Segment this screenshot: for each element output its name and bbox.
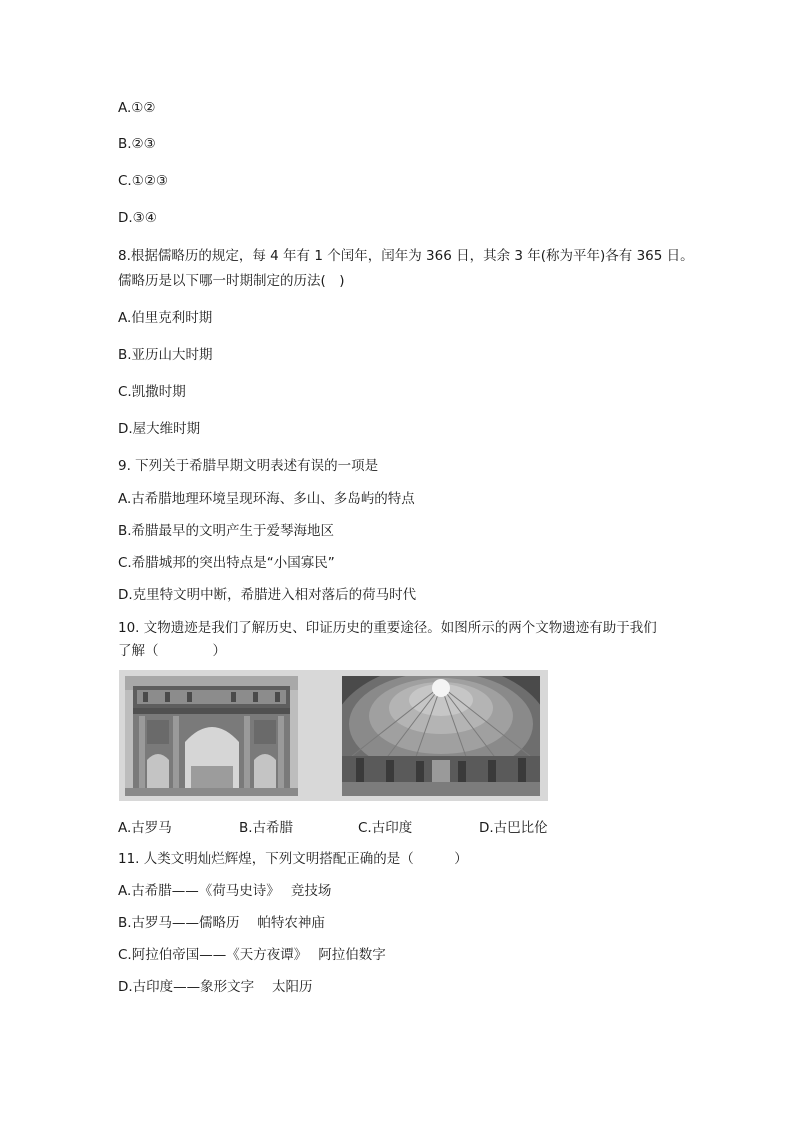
q11-option-c: C.阿拉伯帝国——《天方夜谭》 阿拉伯数字 bbox=[118, 947, 386, 963]
q11-option-b: B.古罗马——儒略历 帕特农神庙 bbox=[118, 915, 325, 931]
q10-figure bbox=[119, 670, 548, 801]
q10-option-b: B.古希腊 bbox=[239, 820, 294, 836]
q7-option-d: D.③④ bbox=[118, 210, 157, 226]
q10-stem-line2: 了解（ ） bbox=[118, 643, 226, 659]
q11-option-a: A.古希腊——《荷马史诗》 竞技场 bbox=[118, 883, 332, 899]
q10-stem-line1: 10. 文物遗迹是我们了解历史、印证历史的重要途径。如图所示的两个文物遗迹有助于我们 bbox=[118, 620, 657, 636]
q9-stem: 9. 下列关于希腊早期文明表述有误的一项是 bbox=[118, 458, 379, 474]
arch-photo bbox=[125, 676, 298, 796]
q9-option-b: B.希腊最早的文明产生于爱琴海地区 bbox=[118, 523, 335, 539]
q8-stem-line2: 儒略历是以下哪一时期制定的历法( ) bbox=[118, 273, 345, 289]
pantheon-photo bbox=[342, 676, 540, 796]
q8-option-b: B.亚历山大时期 bbox=[118, 347, 213, 363]
q11-stem: 11. 人类文明灿烂辉煌，下列文明搭配正确的是（ ） bbox=[118, 851, 468, 867]
q10-option-c: C.古印度 bbox=[358, 820, 413, 836]
q9-option-d: D.克里特文明中断，希腊进入相对落后的荷马时代 bbox=[118, 587, 417, 603]
q10-options bbox=[118, 819, 578, 837]
q8-stem-line1: 8.根据儒略历的规定，每 4 年有 1 个闰年，闰年为 366 日，其余 3 年(称为平年)各有 365 日。 bbox=[118, 248, 694, 264]
q10-option-d: D.古巴比伦 bbox=[479, 820, 548, 836]
q8-option-d: D.屋大维时期 bbox=[118, 421, 201, 437]
q10-option-a: A.古罗马 bbox=[118, 820, 172, 836]
q9-option-a: A.古希腊地理环境呈现环海、多山、多岛屿的特点 bbox=[118, 491, 415, 507]
q7-option-c: C.①②③ bbox=[118, 173, 169, 189]
q7-option-b: B.②③ bbox=[118, 136, 156, 152]
q11-option-d: D.古印度——象形文字 太阳历 bbox=[118, 979, 313, 995]
q8-option-a: A.伯里克利时期 bbox=[118, 310, 213, 326]
q7-option-a: A.①② bbox=[118, 100, 156, 116]
q8-option-c: C.凯撒时期 bbox=[118, 384, 186, 400]
q9-option-c: C.希腊城邦的突出特点是“小国寡民” bbox=[118, 555, 335, 571]
